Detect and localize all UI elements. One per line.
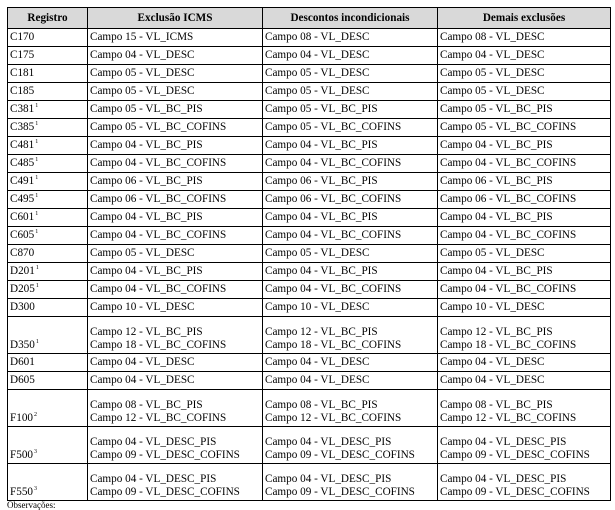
demais-exclusoes-cell (438, 155, 611, 173)
campo-text: Campo 18 - VL_BC_COFINS (265, 339, 402, 351)
campo-text: Campo 04 - VL_BC_PIS (440, 265, 553, 277)
campo-text: Campo 05 - VL_BC_PIS (265, 103, 378, 115)
registro-cell (8, 427, 88, 464)
descontos-incondicionais-cell (263, 464, 438, 501)
table-row (8, 191, 611, 209)
campo-text: Campo 12 - VL_BC_COFINS (265, 412, 402, 424)
descontos-incondicionais-cell (263, 191, 438, 209)
campo-text: Campo 05 - VL_DESC (90, 67, 195, 79)
descontos-incondicionais-cell (263, 119, 438, 137)
campo-text: Campo 06 - VL_BC_PIS (440, 175, 553, 187)
demais-exclusoes-cell (438, 29, 611, 47)
footnote-marker: 1 (35, 211, 39, 218)
footnote-marker: 3 (34, 486, 38, 493)
demais-exclusoes-cell (438, 119, 611, 137)
descontos-incondicionais-cell (263, 372, 438, 390)
exclusao-icms-cell (88, 191, 263, 209)
campo-text: Campo 09 - VL_DESC_COFINS (90, 449, 240, 461)
campo-text: Campo 04 - VL_BC_PIS (90, 211, 203, 223)
footnote-marker: 1 (35, 283, 39, 290)
campo-text: Campo 05 - VL_DESC (440, 67, 545, 79)
campo-text: Campo 04 - VL_DESC (440, 49, 545, 61)
campo-text: Campo 04 - VL_DESC (265, 356, 370, 368)
demais-exclusoes-cell (438, 83, 611, 101)
registro-code: D605 (10, 374, 35, 386)
header-exclusao-icms: Exclusão ICMS (88, 8, 263, 29)
registro-code: F500 (10, 449, 34, 461)
exclusao-icms-cell (88, 29, 263, 47)
registro-code: C181 (10, 67, 35, 79)
campo-text: Campo 08 - VL_BC_PIS (440, 399, 553, 411)
registro-code: C170 (10, 31, 35, 43)
header-descontos-incondicionais: Descontos incondicionais (263, 8, 438, 29)
table-header-row (8, 8, 611, 29)
registro-code: F100 (10, 412, 34, 424)
campo-text: Campo 04 - VL_DESC_PIS (90, 473, 217, 485)
campo-text: Campo 04 - VL_BC_PIS (440, 139, 553, 151)
campo-text: Campo 05 - VL_DESC (440, 247, 545, 259)
footnote-marker: 1 (35, 339, 39, 346)
registros-table (7, 7, 611, 501)
registro-cell (8, 155, 88, 173)
campo-text: Campo 04 - VL_BC_COFINS (440, 157, 577, 169)
exclusao-icms-cell (88, 317, 263, 354)
table-row (8, 372, 611, 390)
campo-text: Campo 18 - VL_BC_COFINS (90, 339, 227, 351)
exclusao-icms-cell (88, 209, 263, 227)
registro-code: C185 (10, 85, 35, 97)
campo-text: Campo 05 - VL_BC_COFINS (90, 121, 227, 133)
campo-text: Campo 04 - VL_BC_COFINS (440, 283, 577, 295)
footnote-marker: 1 (35, 103, 39, 110)
campo-text: Campo 04 - VL_DESC (90, 356, 195, 368)
table-row (8, 263, 611, 281)
footnote-marker: 3 (34, 449, 38, 456)
exclusao-icms-cell (88, 354, 263, 372)
descontos-incondicionais-cell (263, 83, 438, 101)
registro-cell (8, 299, 88, 317)
registro-code: D201 (10, 265, 35, 277)
registro-cell (8, 281, 88, 299)
registro-cell (8, 29, 88, 47)
campo-text: Campo 06 - VL_BC_PIS (265, 175, 378, 187)
campo-text: Campo 08 - VL_BC_PIS (90, 399, 203, 411)
campo-text: Campo 05 - VL_BC_PIS (440, 103, 553, 115)
registro-cell (8, 464, 88, 501)
footnote-marker: 1 (35, 265, 39, 272)
footnote-marker: 1 (35, 175, 39, 182)
campo-text: Campo 12 - VL_BC_COFINS (90, 412, 227, 424)
header-registro: Registro (8, 8, 88, 29)
footnote-marker: 1 (35, 229, 39, 236)
footnote-marker: 1 (35, 157, 39, 164)
table-row (8, 299, 611, 317)
campo-text: Campo 04 - VL_DESC (440, 356, 545, 368)
campo-text: Campo 04 - VL_DESC (265, 49, 370, 61)
campo-text: Campo 04 - VL_BC_PIS (440, 211, 553, 223)
campo-text: Campo 05 - VL_DESC (265, 85, 370, 97)
campo-text: Campo 04 - VL_DESC_PIS (90, 436, 217, 448)
registro-cell (8, 65, 88, 83)
campo-text: Campo 12 - VL_BC_COFINS (440, 412, 577, 424)
document-table-wrapper (7, 7, 611, 501)
campo-text: Campo 04 - VL_BC_COFINS (440, 229, 577, 241)
exclusao-icms-cell (88, 101, 263, 119)
registro-code: C870 (10, 247, 35, 259)
table-row (8, 245, 611, 263)
descontos-incondicionais-cell (263, 427, 438, 464)
demais-exclusoes-cell (438, 245, 611, 263)
registro-code: F550 (10, 486, 34, 498)
exclusao-icms-cell (88, 227, 263, 245)
demais-exclusoes-cell (438, 65, 611, 83)
exclusao-icms-cell (88, 372, 263, 390)
table-row (8, 137, 611, 155)
footnote-marker: 1 (35, 139, 39, 146)
table-row (8, 227, 611, 245)
demais-exclusoes-cell (438, 137, 611, 155)
registro-cell (8, 47, 88, 65)
registro-code: C495 (10, 193, 35, 205)
exclusao-icms-cell (88, 245, 263, 263)
registro-cell (8, 173, 88, 191)
registro-cell (8, 390, 88, 427)
campo-text: Campo 04 - VL_DESC_PIS (440, 473, 567, 485)
campo-text: Campo 04 - VL_DESC (90, 374, 195, 386)
descontos-incondicionais-cell (263, 209, 438, 227)
campo-text: Campo 04 - VL_BC_COFINS (90, 157, 227, 169)
campo-text: Campo 04 - VL_BC_COFINS (265, 229, 402, 241)
campo-text: Campo 05 - VL_DESC (90, 85, 195, 97)
registro-code: D300 (10, 301, 35, 313)
demais-exclusoes-cell (438, 173, 611, 191)
demais-exclusoes-cell (438, 209, 611, 227)
registro-code: C485 (10, 157, 35, 169)
exclusao-icms-cell (88, 155, 263, 173)
descontos-incondicionais-cell (263, 281, 438, 299)
registro-code: D205 (10, 283, 35, 295)
table-row (8, 101, 611, 119)
campo-text: Campo 09 - VL_DESC_COFINS (265, 486, 415, 498)
campo-text: Campo 04 - VL_DESC_PIS (265, 436, 392, 448)
demais-exclusoes-cell (438, 354, 611, 372)
demais-exclusoes-cell (438, 372, 611, 390)
exclusao-icms-cell (88, 47, 263, 65)
campo-text: Campo 08 - VL_DESC (265, 31, 370, 43)
registro-cell (8, 245, 88, 263)
descontos-incondicionais-cell (263, 29, 438, 47)
campo-text: Campo 09 - VL_DESC_COFINS (440, 486, 590, 498)
demais-exclusoes-cell (438, 263, 611, 281)
campo-text: Campo 04 - VL_BC_PIS (265, 139, 378, 151)
campo-text: Campo 15 - VL_ICMS (90, 31, 194, 43)
campo-text: Campo 05 - VL_DESC (90, 247, 195, 259)
table-row (8, 83, 611, 101)
demais-exclusoes-cell (438, 227, 611, 245)
exclusao-icms-cell (88, 263, 263, 281)
exclusao-icms-cell (88, 281, 263, 299)
campo-text: Campo 04 - VL_DESC (265, 374, 370, 386)
campo-text: Campo 06 - VL_BC_PIS (90, 175, 203, 187)
exclusao-icms-cell (88, 137, 263, 155)
table-row (8, 65, 611, 83)
demais-exclusoes-cell (438, 464, 611, 501)
exclusao-icms-cell (88, 65, 263, 83)
campo-text: Campo 12 - VL_BC_PIS (440, 326, 553, 338)
campo-text: Campo 04 - VL_BC_COFINS (90, 283, 227, 295)
table-row (8, 317, 611, 354)
registro-code: C481 (10, 139, 35, 151)
campo-text: Campo 04 - VL_DESC_PIS (440, 436, 567, 448)
registro-code: C385 (10, 121, 35, 133)
table-row (8, 281, 611, 299)
registro-cell (8, 372, 88, 390)
exclusao-icms-cell (88, 119, 263, 137)
exclusao-icms-cell (88, 464, 263, 501)
table-row (8, 119, 611, 137)
campo-text: Campo 06 - VL_BC_COFINS (265, 193, 402, 205)
descontos-incondicionais-cell (263, 227, 438, 245)
registro-cell (8, 263, 88, 281)
descontos-incondicionais-cell (263, 47, 438, 65)
registro-cell (8, 119, 88, 137)
descontos-incondicionais-cell (263, 173, 438, 191)
campo-text: Campo 04 - VL_BC_COFINS (90, 229, 227, 241)
demais-exclusoes-cell (438, 427, 611, 464)
campo-text: Campo 04 - VL_DESC (90, 49, 195, 61)
table-row (8, 155, 611, 173)
descontos-incondicionais-cell (263, 245, 438, 263)
campo-text: Campo 04 - VL_BC_PIS (90, 139, 203, 151)
table-row (8, 427, 611, 464)
campo-text: Campo 18 - VL_BC_COFINS (440, 339, 577, 351)
registro-cell (8, 354, 88, 372)
registro-code: D601 (10, 356, 35, 368)
descontos-incondicionais-cell (263, 155, 438, 173)
campo-text: Campo 04 - VL_DESC (440, 374, 545, 386)
table-row (8, 173, 611, 191)
registro-code: C601 (10, 211, 35, 223)
campo-text: Campo 08 - VL_BC_PIS (265, 399, 378, 411)
registro-cell (8, 137, 88, 155)
campo-text: Campo 10 - VL_DESC (440, 301, 545, 313)
table-row (8, 47, 611, 65)
campo-text: Campo 04 - VL_BC_COFINS (265, 157, 402, 169)
campo-text: Campo 12 - VL_BC_PIS (265, 326, 378, 338)
registro-code: C175 (10, 49, 35, 61)
registro-cell (8, 83, 88, 101)
demais-exclusoes-cell (438, 317, 611, 354)
table-row (8, 29, 611, 47)
descontos-incondicionais-cell (263, 101, 438, 119)
demais-exclusoes-cell (438, 390, 611, 427)
campo-text: Campo 10 - VL_DESC (90, 301, 195, 313)
registro-code: C381 (10, 103, 35, 115)
footnote-marker: 1 (35, 121, 39, 128)
campo-text: Campo 04 - VL_BC_PIS (265, 265, 378, 277)
demais-exclusoes-cell (438, 299, 611, 317)
campo-text: Campo 05 - VL_BC_COFINS (440, 121, 577, 133)
table-body (8, 29, 611, 501)
registro-cell (8, 317, 88, 354)
table-row (8, 209, 611, 227)
descontos-incondicionais-cell (263, 65, 438, 83)
descontos-incondicionais-cell (263, 263, 438, 281)
campo-text: Campo 05 - VL_BC_COFINS (265, 121, 402, 133)
descontos-incondicionais-cell (263, 390, 438, 427)
descontos-incondicionais-cell (263, 137, 438, 155)
campo-text: Campo 04 - VL_DESC_PIS (265, 473, 392, 485)
campo-text: Campo 04 - VL_BC_PIS (90, 265, 203, 277)
campo-text: Campo 05 - VL_DESC (440, 85, 545, 97)
campo-text: Campo 12 - VL_BC_PIS (90, 326, 203, 338)
campo-text: Campo 06 - VL_BC_COFINS (90, 193, 227, 205)
demais-exclusoes-cell (438, 101, 611, 119)
campo-text: Campo 05 - VL_BC_PIS (90, 103, 203, 115)
descontos-incondicionais-cell (263, 354, 438, 372)
table-row (8, 464, 611, 501)
campo-text: Campo 09 - VL_DESC_COFINS (440, 449, 590, 461)
registro-code: D350 (10, 339, 35, 351)
campo-text: Campo 05 - VL_DESC (265, 67, 370, 79)
table-row (8, 354, 611, 372)
campo-text: Campo 09 - VL_DESC_COFINS (265, 449, 415, 461)
registro-code: C491 (10, 175, 35, 187)
campo-text: Campo 04 - VL_BC_PIS (265, 211, 378, 223)
footnote-marker: 2 (34, 412, 38, 419)
demais-exclusoes-cell (438, 191, 611, 209)
exclusao-icms-cell (88, 173, 263, 191)
demais-exclusoes-cell (438, 281, 611, 299)
campo-text: Campo 10 - VL_DESC (265, 301, 370, 313)
exclusao-icms-cell (88, 427, 263, 464)
exclusao-icms-cell (88, 299, 263, 317)
header-demais-exclusoes: Demais exclusões (438, 8, 611, 29)
campo-text: Campo 08 - VL_DESC (440, 31, 545, 43)
campo-text: Campo 04 - VL_BC_COFINS (265, 283, 402, 295)
registro-cell (8, 191, 88, 209)
table-row (8, 390, 611, 427)
registro-cell (8, 101, 88, 119)
exclusao-icms-cell (88, 390, 263, 427)
registro-cell (8, 209, 88, 227)
demais-exclusoes-cell (438, 47, 611, 65)
campo-text: Campo 09 - VL_DESC_COFINS (90, 486, 240, 498)
registro-code: C605 (10, 229, 35, 241)
footnote-text: Observações: (7, 500, 56, 510)
campo-text: Campo 05 - VL_DESC (265, 247, 370, 259)
descontos-incondicionais-cell (263, 299, 438, 317)
campo-text: Campo 06 - VL_BC_COFINS (440, 193, 577, 205)
footnote-marker: 1 (35, 193, 39, 200)
exclusao-icms-cell (88, 83, 263, 101)
registro-cell (8, 227, 88, 245)
descontos-incondicionais-cell (263, 317, 438, 354)
